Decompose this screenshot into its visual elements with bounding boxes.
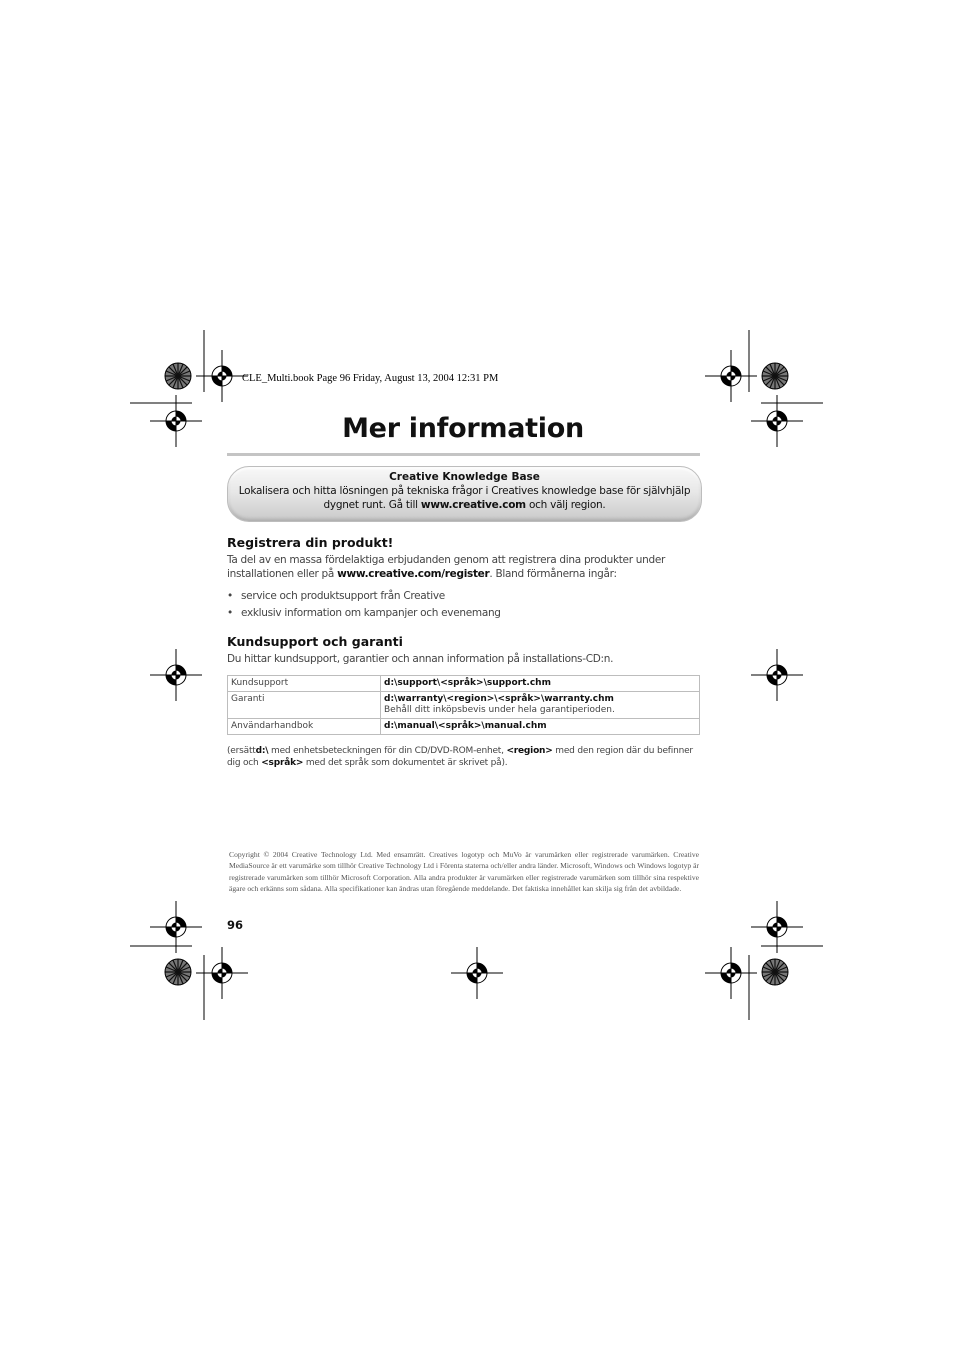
color-wheel-icon [165,363,191,389]
table-row [228,692,700,719]
table-cell-path: d:\support\<språk>\support.chm [381,676,700,692]
registration-mark-icon [751,649,803,701]
table-cell-path: d:\warranty\<region>\<språk>\warranty.chm Behåll ditt inköpsbevis under hela garantiperioden. [381,692,700,719]
table-row [228,676,700,692]
registration-mark-icon [150,901,202,953]
callout-text: Lokalisera och hitta lösningen på tekniska frågor i Creatives knowledge base för självhjälp dygnet runt. Gå till www.creative.com och välj region. [238,485,691,511]
section-heading-support: Kundsupport och garanti [227,634,403,649]
list-item: • exklusiv information om kampanjer och evenemang [227,607,501,619]
table-cell-desc: Behåll ditt inköpsbevis under hela garantiperioden. [384,705,615,715]
creative-link[interactable]: www.creative.com [420,499,526,511]
page-number: 96 [227,918,244,932]
table-cell-label: Garanti [228,692,381,719]
table-cell-label: Användarhandbok [228,719,381,735]
color-wheel-icon [762,959,788,985]
support-table [227,675,700,735]
page-title: Mer information [342,413,584,444]
support-intro: Du hittar kundsupport, garantier och annan information på installations-CD:n. [227,653,614,665]
callout-title: Creative Knowledge Base [389,471,540,483]
color-wheel-icon [165,959,191,985]
section-heading-register: Registrera din produkt! [227,535,394,550]
registration-mark-icon [751,901,803,953]
table-row [228,719,700,735]
register-link[interactable]: www.creative.com/register [337,568,490,580]
print-slug: CLE_Multi.book Page 96 Friday, August 13, 2004 12:31 PM [242,373,499,384]
title-divider [227,453,700,456]
copyright-notice: Copyright © 2004 Creative Technology Ltd. Med ensamrätt. Creatives logotyp och MuVo är varumärken eller registrerade varumärken. Creative MediaSource är ett varumärke som tillhör Creative Technology Ltd i Förenta staterna och/eller andra länder. Microsoft, Windows och Windows logotyp är registrerade varumärken som tillhör Microsoft Corporation. Alla andra produkter är varumärken eller registrerade varumärken som tillhör sina respektive ägare och erkänns som sådana. Alla specifikationer kan ändras utan föregående meddelande. Det faktiska innehållet kan skilja sig från det avbildade. [229,850,699,893]
knowledge-base-callout [227,466,702,522]
color-wheel-icon [762,363,788,389]
path-note: (ersättd:\ med enhetsbeteckningen för din CD/DVD-ROM-enhet, <region> med den region där du befinner dig och <språk> med det språk som dokumentet är skrivet på). [227,746,693,768]
registration-mark-icon [150,649,202,701]
register-paragraph: Ta del av en massa fördelaktiga erbjudanden genom att registrera dina produkter under installationen eller på www.creative.com/register. Bland förmånerna ingår: [227,554,666,580]
table-cell-label: Kundsupport [228,676,381,692]
table-cell-path: d:\manual\<språk>\manual.chm [381,719,700,735]
list-item: • service och produktsupport från Creative [227,590,445,602]
registration-mark-icon [451,947,503,999]
